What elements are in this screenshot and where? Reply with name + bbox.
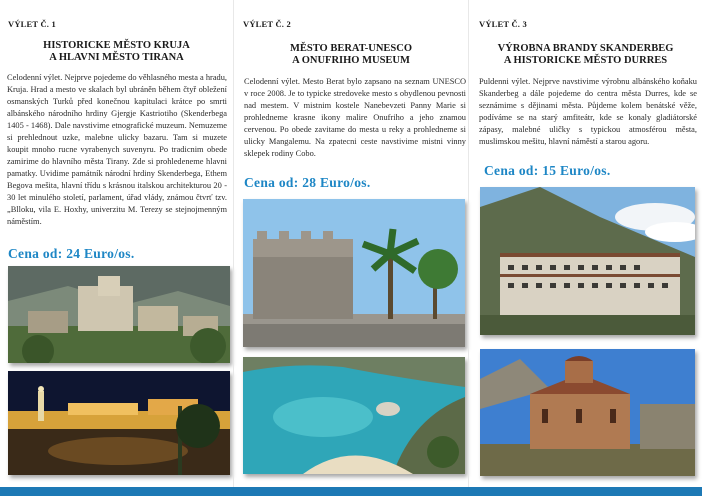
venetian-tower-photo xyxy=(243,199,465,347)
trip-3-price: Cena od: 15 Euro/os. xyxy=(484,163,611,178)
trip-3-text: Puldenni výlet. Nejprve navstivime výrobnu albánského koňaku Skanderbeg a dále pojedeme do centra města Durres, kde se seznámime s dějinami města. Půjdeme kolem benátské věže, podíváme se na starý amfiteátr, kde se konaly gladiátorské zápasy, malebné uličky s typickou atmosférou města, muslimskou mešitu, hlavní náměstí a starou agoru. xyxy=(479,77,697,146)
trip-2-tag: VÝLET Č. 2 xyxy=(243,19,291,29)
trip-2-title xyxy=(234,43,468,67)
church-photo xyxy=(480,349,695,476)
trip-1-title xyxy=(0,40,233,64)
trip-2-title-line1: MĚSTO BERAT-UNESCO xyxy=(289,43,413,54)
tirana-night-photo xyxy=(8,371,230,475)
trip-1-column xyxy=(0,0,233,487)
trip-3-title-line2: A HISTORICKE MĚSTO DURRES xyxy=(503,55,668,66)
trip-1-price: Cena od: 24 Euro/os. xyxy=(8,246,135,261)
trip-2-text: Celodenní výlet. Mesto Berat bylo zapsano na seznam UNESCO v roce 2008. Je to typicke stredoveke mesto s obydlenou pevnosti nad mestem. V mistnim kostele Nanebevzeti Panny Marie si prohledneme krasne ikony malire Onufriho a jeho znamou cervenou. Po obede zavitame do mesta u reky a prohledneme si ulicky Mangalemu. Na zpatecni ceste navstivime mistni vinny sklepek rodiny Cobo. xyxy=(244,77,466,158)
beach-coast-photo xyxy=(243,357,465,474)
trip-3-title-line1: VÝROBNA BRANDY SKANDERBEG xyxy=(497,43,674,54)
trip-3-column xyxy=(469,0,702,487)
trip-1-tag: VÝLET Č. 1 xyxy=(8,19,56,29)
kruja-castle-photo xyxy=(8,266,230,363)
berat-houses-photo xyxy=(480,187,695,335)
trip-3-tag: VÝLET Č. 3 xyxy=(479,19,527,29)
trip-3-title xyxy=(469,43,702,67)
trip-1-title-line1: HISTORICKE MĚSTO KRUJA xyxy=(43,40,190,51)
trip-1-title-line2: A HLAVNI MĚSTO TIRANA xyxy=(49,52,184,63)
trip-2-price: Cena od: 28 Euro/os. xyxy=(244,175,371,190)
trip-2-title-line2: A ONUFRIHO MUSEUM xyxy=(292,55,410,66)
bottom-accent-bar xyxy=(0,487,702,496)
trip-2-column xyxy=(234,0,468,487)
trip-1-text: Celodenní výlet. Nejprve pojedeme do věhlasného mesta a hradu, Kruja. Hrad a mesto ve skalach byl ubráněn během čtyř obležení osmanských Turků před konečnou kapitulaci krátce po smrti albánského národního hrdiny Gjergje Kastriotiho (Skenderbega 1405 - 1468). Dale navstivime etnografické muzeum. Nemuzeme si prehlednout uzke, malebne ulicky bazaru. Tam si muzete koupit mnoho rucne vyrabenych suvenyru. Po tradicnim obede zamirime do hlavního města Tirany. Zde si prohledeneme hlavni pamatky. Uvidime památník národní hrdiny Skenderbega, Ethem Begova mešita, hlavní třídu s krásnou italskou architekturou 20 - 30 let minulého století, parlament, úřad vlády, známou čtvrť tzv. „Blloku, vila E. Hoxhy, univerzitu M. Terezy se stejnojmenným náměstím. xyxy=(7,73,228,226)
